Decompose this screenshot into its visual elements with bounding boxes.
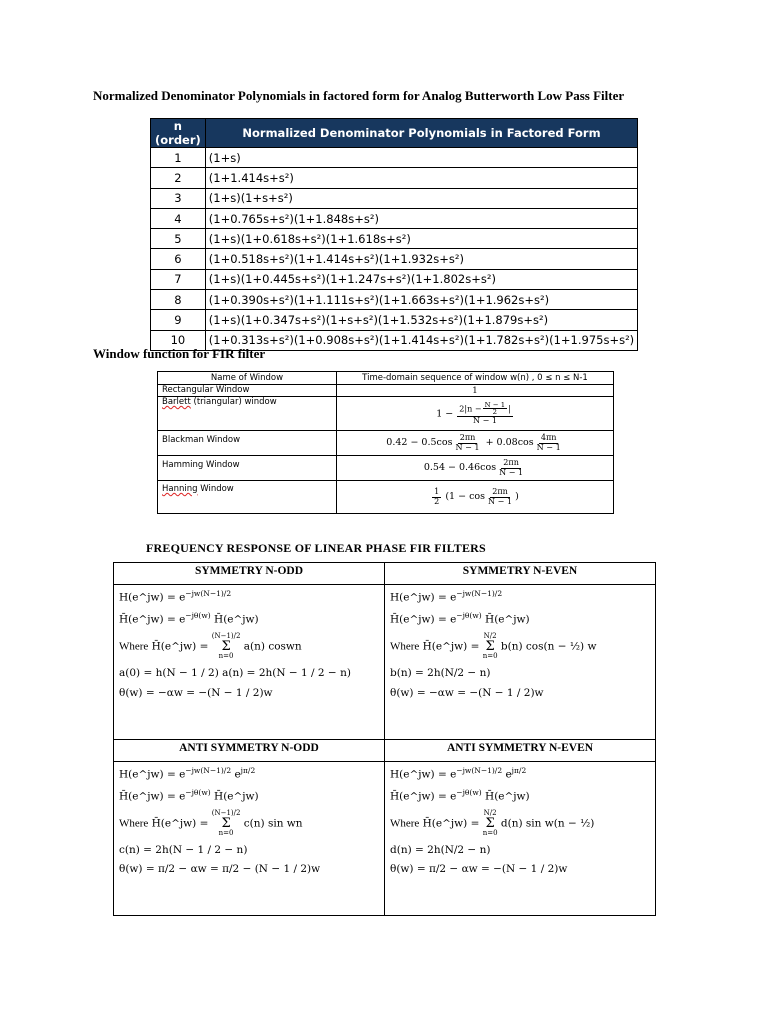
column-header-sequence: Time-domain sequence of window w(n) , 0 ≤ n ≤ N-1 [337,372,614,385]
sigma-symbol: Σ [221,639,231,655]
polynomial-cell: (1+s)(1+0.618s+s²)(1+1.618s+s²) [205,229,637,249]
formula-text: 2|n − [459,403,482,413]
window-formula [337,481,614,514]
order-cell: 10 [151,330,206,350]
sigma-symbol: Σ [221,815,231,831]
window-name: Hamming Window [158,456,337,481]
equation-text: d(n) sin w(n − ½) [497,817,595,830]
equation-text: H̄(e^jw) [481,613,530,626]
frequency-response-title: FREQUENCY RESPONSE OF LINEAR PHASE FIR FILTERS [146,541,486,555]
equation-text: H(e^jw) = e [119,591,186,604]
sigma-symbol: Σ [485,639,495,655]
fraction [432,488,441,505]
polynomial-cell: (1+s)(1+0.347s+s²)(1+s+s²)(1+1.532s+s²)(1+1.879s+s²) [205,310,637,330]
butterworth-table [150,118,638,351]
polynomial-cell: (1+s)(1+0.445s+s²)(1+1.247s+s²)(1+1.802s+s²) [205,269,637,289]
sum-lower-limit: n=0 [482,652,498,661]
equation-exponent: −jw(N−1)/2 [456,589,503,598]
equation: θ(w) = π/2 − αw = π/2 − (N − 1 / 2)w [119,863,321,876]
table-row [158,456,614,481]
equation-text: H̄(e^jw) [210,613,259,626]
fraction [453,434,481,451]
sum-lower-limit: n=0 [218,652,234,661]
equation-text: H̄(e^jw) = e [390,790,457,803]
formula-text: | [508,403,511,413]
table-row [151,168,638,188]
order-cell: 2 [151,168,206,188]
table-row [158,431,614,456]
equation [119,788,380,803]
sigma-symbol: Σ [485,815,495,831]
formula-text: ) [515,491,519,503]
equation-exponent: −jθ(w) [456,787,482,797]
equation-text: H̄(e^jw) = [148,817,212,830]
where-label: Where [119,640,149,653]
equation-text: e [502,768,512,780]
equation [119,766,380,781]
table-header-row [158,372,614,385]
window-name-part: Barlett [162,397,191,407]
equation-exponent: −jw(N−1)/2 [456,765,503,775]
polynomial-cell: (1+s) [205,148,637,168]
formula-text: (1 − cos [445,491,486,503]
order-cell: 1 [151,148,206,168]
equation [119,810,380,837]
equation [119,611,380,626]
summation [212,810,241,837]
window-formula: 1 [337,385,614,397]
cell-antisymmetry-odd [114,761,385,916]
equation-text: H̄(e^jw) = [419,817,483,830]
butterworth-title: Normalized Denominator Polynomials in factored form for Analog Butterworth Low Pass Filter [93,88,625,103]
table-header-row [114,739,656,761]
equation: θ(w) = −αw = −(N − 1 / 2)w [390,686,544,699]
equation-text: b(n) cos(n − ½) w [497,640,597,653]
window-formula [337,456,614,481]
window-function-title: Window function for FIR filter [93,346,266,361]
formula-text: 1 − [436,407,454,419]
equation-text: H(e^jw) = e [119,768,186,780]
equation-text: H(e^jw) = e [390,768,457,780]
polynomial-cell: (1+1.414s+s²) [205,168,637,188]
table-row [151,249,638,269]
polynomial-cell: (1+0.390s+s²)(1+1.111s+s²)(1+1.663s+s²)(1+1.962s+s²) [205,290,637,310]
equation-text: H̄(e^jw) = e [390,613,457,626]
order-cell: 6 [151,249,206,269]
equation [390,589,651,604]
fraction-numerator: 1 [434,487,440,497]
fraction-denominator: 2 [492,408,498,417]
equation: a(0) = h(N − 1 / 2) a(n) = 2h(N − 1 / 2 − n) [119,667,351,680]
sum-lower-limit: n=0 [482,828,498,837]
polynomial-cell: (1+0.765s+s²)(1+1.848s+s²) [205,208,637,228]
order-cell: 5 [151,229,206,249]
fraction-denominator: N − 1 [488,496,513,506]
cell-antisymmetry-even [385,761,656,916]
fraction-numerator: N − 1 [484,400,506,409]
equation [390,633,651,660]
cell-symmetry-even [385,585,656,740]
equation: b(n) = 2h(N/2 − n) [390,667,491,680]
summation [212,633,241,660]
order-cell: 3 [151,188,206,208]
cell-symmetry-odd [114,585,385,740]
window-name [158,397,337,431]
fraction [486,488,514,505]
fraction-denominator: N − 1 [499,467,524,477]
table-row [114,585,656,740]
equation-text: a(n) coswn [240,640,302,653]
window-name-part: (triangular) window [190,397,277,407]
order-cell: 4 [151,208,206,228]
equation-text: H̄(e^jw) [481,790,530,803]
column-header-order: n (order) [151,119,206,148]
fraction-numerator: 2πn [503,458,519,468]
equation [390,611,651,626]
formula-text: + 0.08cos [485,437,534,449]
equation-text: H̄(e^jw) = [148,640,212,653]
fraction-numerator [457,402,513,418]
sum-lower-limit: n=0 [218,828,234,837]
window-name [158,481,337,514]
fraction [535,434,563,451]
equation-text: H(e^jw) = e [390,591,457,604]
table-header-row [114,563,656,585]
window-name-part: Window [197,484,234,494]
fraction-denominator: N − 1 [455,442,480,452]
frequency-response-table [113,562,656,916]
where-label: Where [119,817,149,830]
where-label: Where [390,640,420,653]
equation-exponent: jπ/2 [511,765,527,775]
order-cell: 9 [151,310,206,330]
window-formula [337,397,614,431]
header-symmetry-even: SYMMETRY N-EVEN [385,563,656,585]
sum-upper-limit: (N−1)/2 [211,632,241,641]
fraction [457,402,513,426]
table-row [151,188,638,208]
polynomial-cell: (1+0.518s+s²)(1+1.414s+s²)(1+1.932s+s²) [205,249,637,269]
fraction-denominator: N − 1 [536,442,561,452]
fraction-numerator: 4πn [540,433,557,443]
table-row [158,385,614,397]
sum-upper-limit: (N−1)/2 [211,808,241,817]
fraction-denominator: 2 [434,496,440,506]
equation-text: H̄(e^jw) = e [119,790,186,803]
table-row [151,269,638,289]
table-row [158,397,614,431]
equation-text: H̄(e^jw) = [419,640,483,653]
equation [390,810,651,837]
window-name: Rectangular Window [158,385,337,397]
header-symmetry-odd: SYMMETRY N-ODD [114,563,385,585]
equation-exponent: −jw(N−1)/2 [185,765,232,775]
equation [390,788,651,803]
summation [483,810,498,837]
equation-exponent: −jθ(w) [185,787,211,797]
equation [390,766,651,781]
table-row [151,229,638,249]
window-formula [337,431,614,456]
table-row [158,481,614,514]
fraction-denominator: N − 1 [472,416,498,426]
table-row [151,148,638,168]
order-cell: 7 [151,269,206,289]
window-name: Blackman Window [158,431,337,456]
window-name-part: Hanning [162,484,198,494]
equation: θ(w) = π/2 − αw = −(N − 1 / 2)w [390,863,568,876]
equation-text: c(n) sin wn [240,817,303,830]
polynomial-cell: (1+0.313s+s²)(1+0.908s+s²)(1+1.414s+s²)(1+1.782s+s²)(1+1.975s+s²) [205,330,637,350]
table-header-row [151,119,638,148]
table-row [151,208,638,228]
order-cell: 8 [151,290,206,310]
equation-text: e [231,768,241,780]
equation-text: H̄(e^jw) [210,790,259,803]
fraction [497,459,525,476]
table-row [151,290,638,310]
column-header-window-name: Name of Window [158,372,337,385]
table-row [151,310,638,330]
equation [119,633,380,660]
sum-upper-limit: N/2 [483,632,497,641]
equation-text: H̄(e^jw) = e [119,613,186,626]
equation-exponent: jπ/2 [240,765,256,775]
fraction-numerator: 2πn [492,487,508,497]
table-row [114,761,656,916]
equation: θ(w) = −αw = −(N − 1 / 2)w [119,686,273,699]
equation-exponent: −jθ(w) [185,611,211,621]
formula-text: 0.42 − 0.5cos [386,437,453,449]
fraction-numerator: 2πn [459,433,476,443]
fraction [483,402,507,417]
sum-upper-limit: N/2 [483,808,497,817]
header-antisymmetry-odd: ANTI SYMMETRY N-ODD [114,739,385,761]
header-antisymmetry-even: ANTI SYMMETRY N-EVEN [385,739,656,761]
window-table [157,371,614,514]
equation [119,589,380,604]
formula-text: 0.54 − 0.46cos [423,462,497,474]
equation: c(n) = 2h(N − 1 / 2 − n) [119,843,248,856]
equation-exponent: −jθ(w) [456,611,482,621]
column-header-polynomial: Normalized Denominator Polynomials in Factored Form [205,119,637,148]
where-label: Where [390,817,420,830]
summation [483,633,498,660]
equation: d(n) = 2h(N/2 − n) [390,843,491,856]
equation-exponent: −jw(N−1)/2 [185,589,232,598]
polynomial-cell: (1+s)(1+s+s²) [205,188,637,208]
